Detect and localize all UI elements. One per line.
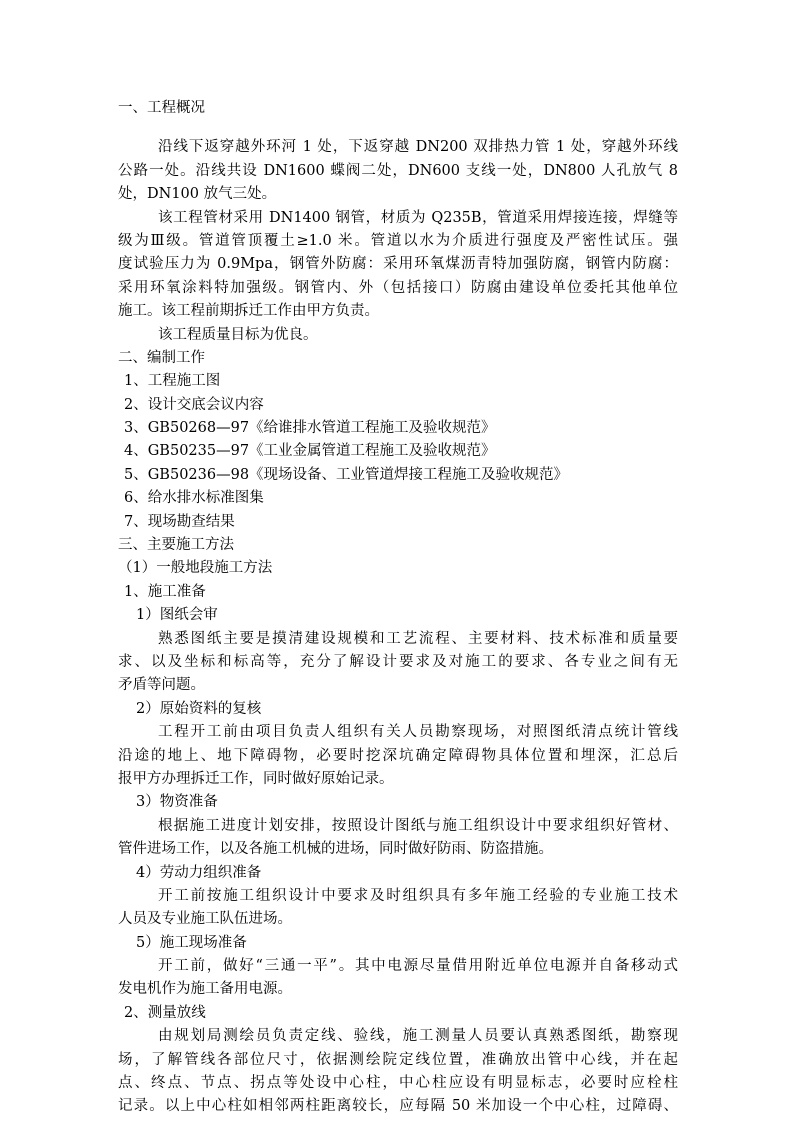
section-heading-methods: 三、主要施工方法 <box>118 537 234 554</box>
paragraph-line: 级为Ⅲ级。管道管顶覆土≥1.0 米。管道以水为介质进行强度及严密性试压。强 <box>118 232 678 249</box>
subsection-heading: （1）一般地段施工方法 <box>118 560 273 577</box>
paragraph-line: 开工前，做好“三通一平”。其中电源尽量借用附近单位电源并自备移动式 <box>158 958 678 975</box>
paragraph-line: 沿途的地上、地下障碍物，必要时挖深坑确定障碍物具体位置和埋深，汇总后 <box>118 747 678 764</box>
paragraph-line: 施工。该工程前期拆迁工作由甲方负责。 <box>118 303 379 320</box>
list-item: 7、现场勘查结果 <box>124 513 235 530</box>
paragraph-line: 熟悉图纸主要是摸清建设规模和工艺流程、主要材料、技术标准和质量要 <box>158 630 678 647</box>
item-heading: 1）图纸会审 <box>136 607 218 624</box>
paragraph-line: 该工程管材采用 DN1400 钢管，材质为 Q235B，管道采用焊接连接，焊缝等 <box>158 209 678 226</box>
section-heading-overview: 一、工程概况 <box>118 100 205 116</box>
item-heading: 3）物资准备 <box>136 794 218 811</box>
subsection-heading: 2、测量放线 <box>124 1004 206 1021</box>
paragraph-line: 公路一处。沿线共设 DN1600 蝶阀二处，DN600 支线一处，DN800 人孔放气 8 <box>118 162 678 179</box>
list-item: 2、设计交底会议内容 <box>124 396 264 413</box>
paragraph-line: 沿线下返穿越外环河 1 处，下返穿越 DN200 双排热力管 1 处，穿越外环线 <box>158 139 678 156</box>
item-heading: 4）劳动力组织准备 <box>136 864 262 881</box>
list-item: 3、GB50268—97《给谁排水管道工程施工及验收规范》 <box>124 420 496 437</box>
section-heading-compilation: 二、编制工作 <box>118 349 205 366</box>
item-heading: 5）施工现场准备 <box>136 934 247 951</box>
paragraph-line: 由规划局测绘员负责定线、验线，施工测量人员要认真熟悉图纸，勘察现 <box>158 1028 678 1045</box>
paragraph-line: 求、以及坐标和标高等，充分了解设计要求及对施工的要求、各专业之间有无 <box>118 653 678 670</box>
paragraph-line: 点、终点、节点、拐点等处设中心柱，中心柱应设有明显标志，必要时应栓柱 <box>118 1075 678 1092</box>
paragraph-line: 场，了解管线各部位尺寸，依据测绘院定线位置，准确放出管中心线，并在起 <box>118 1051 678 1068</box>
item-heading: 2）原始资料的复核 <box>136 700 262 717</box>
paragraph-line: 根据施工进度计划安排，按照设计图纸与施工组织设计中要求组织好管材、 <box>158 817 678 834</box>
paragraph-line: 人员及专业施工队伍进场。 <box>118 911 292 928</box>
paragraph-line: 开工前按施工组织设计中要求及时组织具有多年施工经验的专业施工技术 <box>158 887 678 904</box>
paragraph-line: 工程开工前由项目负责人组织有关人员勘察现场，对照图纸清点统计管线 <box>158 724 678 741</box>
paragraph-line: 报甲方办理拆迁工作，同时做好原始记录。 <box>118 770 394 787</box>
list-item: 4、GB50235—97《工业金属管道工程施工及验收规范》 <box>124 443 496 460</box>
list-item: 6、给水排水标准图集 <box>124 490 264 507</box>
paragraph-line: 记录。以上中心柱如相邻两柱距离较长，应每隔 50 米加设一个中心柱，过障碍、 <box>118 1098 678 1115</box>
paragraph-line: 度试验压力为 0.9Mpa，钢管外防腐：采用环氧煤沥青特加强防腐，钢管内防腐： <box>118 256 678 273</box>
paragraph-line: 管件进场工作，以及各施工机械的进场，同时做好防雨、防盗措施。 <box>118 841 553 858</box>
list-item: 1、工程施工图 <box>124 373 221 390</box>
paragraph-line: 该工程质量目标为优良。 <box>158 326 318 343</box>
subsection-heading: 1、施工准备 <box>124 583 206 600</box>
document-body <box>118 97 678 1119</box>
paragraph-line: 采用环氧涂料特加强级。钢管内、外（包括接口）防腐由建设单位委托其他单位 <box>118 279 678 296</box>
paragraph-line: 处，DN100 放气三处。 <box>118 186 277 203</box>
list-item: 5、GB50236—98《现场设备、工业管道焊接工程施工及验收规范》 <box>124 466 569 483</box>
paragraph-line: 发电机作为施工备用电源。 <box>118 981 292 998</box>
paragraph-line: 矛盾等问题。 <box>118 677 205 694</box>
